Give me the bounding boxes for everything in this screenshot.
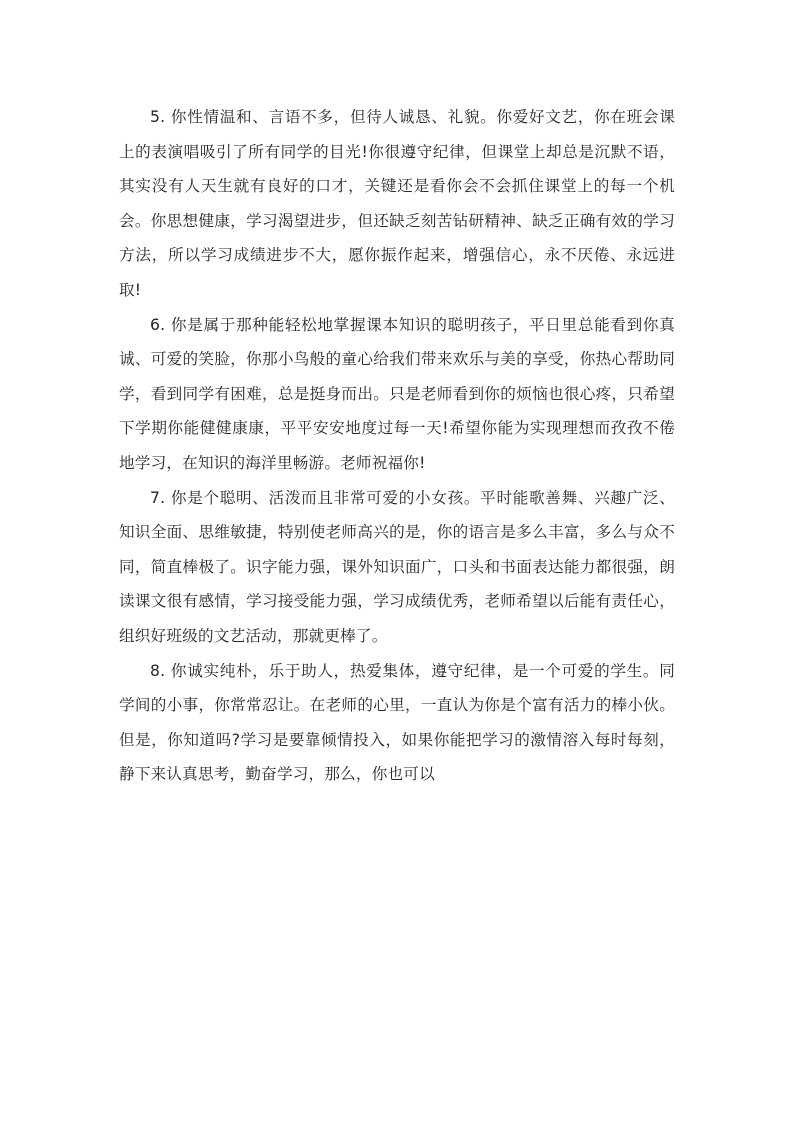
document-body [119,100,675,792]
paragraph-comment-5: 5. 你性情温和、言语不多，但待人诚恳、礼貌。你爱好文艺，你在班会课上的表演唱吸引了所有同学的目光!你很遵守纪律，但课堂上却总是沉默不语，其实没有人天生就有良好的口才，关键还是看你会不会抓住课堂上的每一个机会。你思想健康，学习渴望进步，但还缺乏刻苦钻研精神、缺乏正确有效的学习方法，所以学习成绩进步不大，愿你振作起来，增强信心，永不厌倦、永远进取! [119,108,675,299]
paragraph-comment-8: 8. 你诚实纯朴，乐于助人，热爱集体，遵守纪律，是一个可爱的学生。同学间的小事，你常常忍让。在老师的心里，一直认为你是个富有活力的棒小伙。但是，你知道吗?学习是要靠倾情投入，如果你能把学习的激情溶入每时每刻，静下来认真思考，勤奋学习，那么，你也可以 [119,661,675,784]
paragraph-comment-6: 6. 你是属于那种能轻松地掌握课本知识的聪明孩子，平日里总能看到你真诚、可爱的笑脸，你那小鸟般的童心给我们带来欢乐与美的享受，你热心帮助同学，看到同学有困难，总是挺身而出。只是老师看到你的烦恼也很心疼，只希望下学期你能健健康康，平平安安地度过每一天!希望你能为实现理想而孜孜不倦地学习，在知识的海洋里畅游。老师祝福你! [119,315,675,472]
paragraph-comment-7: 7. 你是个聪明、活泼而且非常可爱的小女孩。平时能歌善舞、兴趣广泛、知识全面、思维敏捷，特别使老师高兴的是，你的语言是多么丰富，多么与众不同，简直棒极了。识字能力强，课外知识面广，口头和书面表达能力都很强，朗读课文很有感情，学习接受能力强，学习成绩优秀，老师希望以后能有责任心，组织好班级的文艺活动，那就更棒了。 [119,488,675,645]
